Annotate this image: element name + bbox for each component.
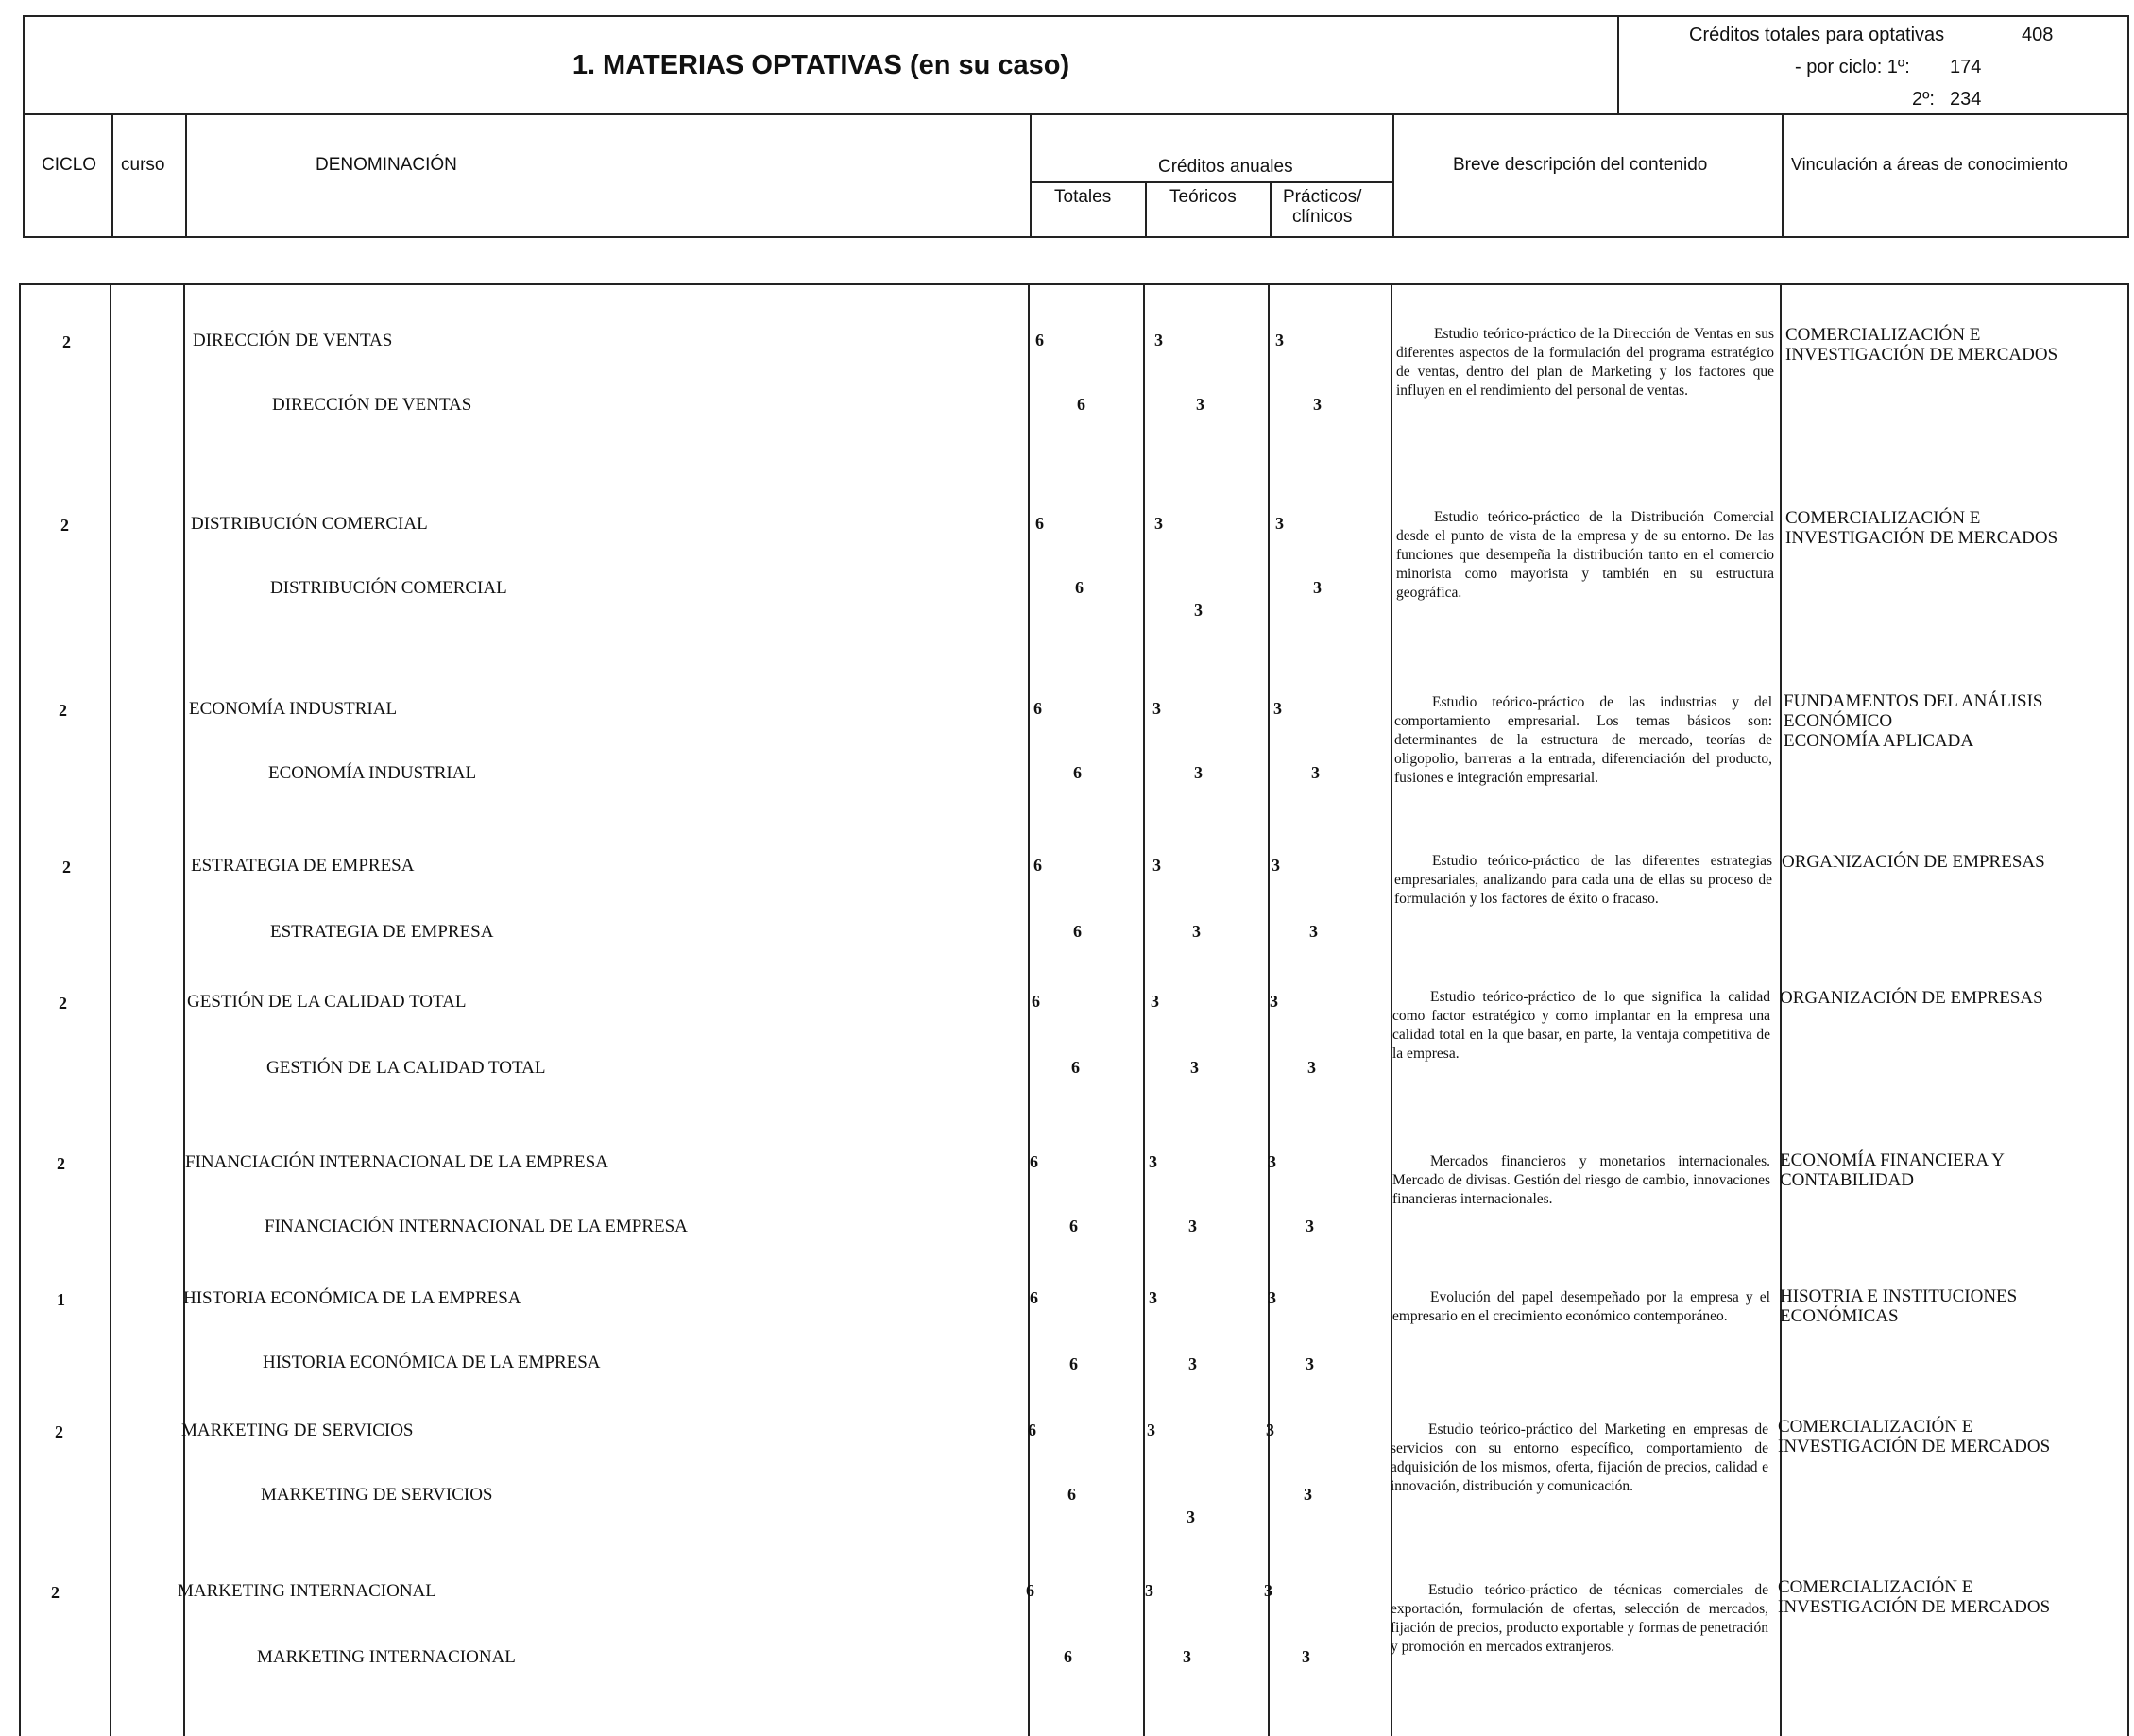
row-teoricos: 3	[1147, 1421, 1155, 1439]
row-sub-practicos: 3	[1313, 395, 1322, 414]
col-teoricos: Teóricos	[1169, 187, 1237, 207]
row-sub-name: MARKETING INTERNACIONAL	[257, 1647, 516, 1667]
ciclo1-value: 174	[1950, 57, 1982, 77]
row-description: Estudio teórico-práctico de la Dirección de Ventas en sus diferentes aspectos de la formulación del programa estratégico de ventas, dentro del plan de Marketing y los factores que influyen en el rendimiento del personal de ventas.	[1396, 326, 1774, 399]
row-teoricos: 3	[1152, 699, 1161, 718]
row-name: FINANCIACIÓN INTERNACIONAL DE LA EMPRESA	[185, 1152, 608, 1172]
row-name: MARKETING DE SERVICIOS	[181, 1421, 414, 1440]
row-name: ECONOMÍA INDUSTRIAL	[189, 699, 398, 719]
page-title: 1. MATERIAS OPTATIVAS (en su caso)	[572, 49, 1070, 80]
row-totales: 6	[1030, 1152, 1038, 1171]
row-name: MARKETING INTERNACIONAL	[178, 1581, 436, 1601]
row-sub-totales: 6	[1067, 1485, 1076, 1504]
row-sub-totales: 6	[1073, 922, 1082, 941]
row-sub-name: DIRECCIÓN DE VENTAS	[272, 395, 472, 415]
row-sub-teoricos: 3	[1190, 1058, 1199, 1077]
row-area: ECONOMÍA FINANCIERA Y CONTABILIDAD	[1780, 1150, 2005, 1190]
col-descripcion: Breve descripción del contenido	[1453, 155, 1708, 175]
row-ciclo: 2	[55, 1422, 63, 1441]
col-ciclo: CICLO	[42, 155, 97, 175]
row-sub-name: ECONOMÍA INDUSTRIAL	[268, 763, 477, 783]
row-description: Estudio teórico-práctico de lo que significa la calidad como factor estratégico y como implantar en la empresa una calidad total en la que basar, en parte, la ventaja competitiva de la empresa.	[1392, 989, 1770, 1062]
row-sub-teoricos: 3	[1188, 1217, 1197, 1235]
row-area: COMERCIALIZACIÓN E INVESTIGACIÓN DE MERCADOS	[1785, 325, 2058, 365]
row-ciclo: 2	[59, 994, 67, 1013]
row-practicos: 3	[1273, 699, 1282, 718]
row-sub-practicos: 3	[1309, 922, 1318, 941]
row-practicos: 3	[1264, 1581, 1272, 1600]
row-totales: 6	[1032, 992, 1040, 1011]
row-practicos: 3	[1272, 856, 1280, 875]
row-sub-teoricos: 3	[1183, 1647, 1191, 1666]
row-sub-totales: 6	[1075, 578, 1084, 597]
row-ciclo: 2	[51, 1583, 60, 1602]
row-sub-teoricos: 3	[1187, 1507, 1195, 1526]
row-teoricos: 3	[1149, 1152, 1157, 1171]
row-ciclo: 2	[60, 516, 69, 535]
row-sub-name: MARKETING DE SERVICIOS	[261, 1485, 493, 1505]
row-teoricos: 3	[1145, 1581, 1153, 1600]
credits-summary	[1617, 17, 2129, 113]
row-sub-totales: 6	[1069, 1354, 1078, 1373]
credits-label: Créditos totales para optativas	[1689, 25, 1945, 45]
row-area: ORGANIZACIÓN DE EMPRESAS	[1782, 852, 2045, 872]
row-sub-teoricos: 3	[1188, 1354, 1197, 1373]
row-area: COMERCIALIZACIÓN E INVESTIGACIÓN DE MERCADOS	[1785, 508, 2058, 548]
row-sub-practicos: 3	[1307, 1058, 1316, 1077]
row-sub-name: ESTRATEGIA DE EMPRESA	[270, 922, 494, 942]
col-practicos: Prácticos/ clínicos	[1283, 187, 1362, 227]
row-name: GESTIÓN DE LA CALIDAD TOTAL	[187, 992, 467, 1012]
col-curso: curso	[121, 155, 165, 175]
row-sub-name: DISTRIBUCIÓN COMERCIAL	[270, 578, 507, 598]
row-teoricos: 3	[1154, 514, 1163, 533]
row-sub-totales: 6	[1073, 763, 1082, 782]
col-vinculacion: Vinculación a áreas de conocimiento	[1791, 155, 2068, 174]
course-table	[19, 283, 2129, 1734]
row-totales: 6	[1033, 699, 1042, 718]
row-description: Estudio teórico-práctico de las industrias y del comportamiento empresarial. Los temas básicos son: determinantes de la estructura de mercado, teorías de oligopolio, barreras a la entrada, diferenciación del producto, fusiones e integración empresarial.	[1394, 694, 1772, 786]
row-area: ORGANIZACIÓN DE EMPRESAS	[1780, 988, 2043, 1008]
row-area: FUNDAMENTOS DEL ANÁLISIS ECONÓMICO ECONOMÍA APLICADA	[1784, 691, 2043, 751]
row-sub-totales: 6	[1077, 395, 1085, 414]
row-description: Estudio teórico-práctico de las diferentes estrategias empresariales, analizando para cada una de ellas su proceso de formulación y los factores de éxito o fracaso.	[1394, 853, 1772, 907]
row-practicos: 3	[1270, 992, 1278, 1011]
row-area: COMERCIALIZACIÓN E INVESTIGACIÓN DE MERCADOS	[1778, 1417, 2051, 1456]
row-ciclo: 2	[62, 332, 71, 351]
row-practicos: 3	[1268, 1288, 1276, 1307]
row-description: Mercados financieros y monetarios internacionales. Mercado de divisas. Gestión del riesgo de cambio, innovaciones financieras internacionales.	[1392, 1153, 1770, 1207]
row-teoricos: 3	[1154, 331, 1163, 349]
row-totales: 6	[1028, 1421, 1036, 1439]
row-sub-name: FINANCIACIÓN INTERNACIONAL DE LA EMPRESA	[265, 1217, 688, 1236]
row-sub-practicos: 3	[1302, 1647, 1310, 1666]
row-sub-totales: 6	[1071, 1058, 1080, 1077]
row-ciclo: 2	[59, 701, 67, 720]
row-sub-practicos: 3	[1306, 1354, 1314, 1373]
row-teoricos: 3	[1152, 856, 1161, 875]
ciclo2-value: 234	[1950, 89, 1982, 110]
row-totales: 6	[1026, 1581, 1034, 1600]
row-description: Estudio teórico-práctico de la Distribución Comercial desde el punto de vista de la empresa y de su entorno. De las funciones que desempeña la distribución tanto en el comercio minorista como mayorista y también en su estructura geográfica.	[1396, 509, 1774, 601]
header-box	[23, 15, 2129, 115]
row-description: Evolución del papel desempeñado por la empresa y el empresario en el crecimiento económico contemporáneo.	[1392, 1289, 1770, 1324]
row-sub-teoricos: 3	[1194, 763, 1203, 782]
row-teoricos: 3	[1151, 992, 1159, 1011]
row-area: COMERCIALIZACIÓN E INVESTIGACIÓN DE MERCADOS	[1778, 1577, 2051, 1617]
row-ciclo: 2	[57, 1154, 65, 1173]
row-sub-practicos: 3	[1304, 1485, 1312, 1504]
ciclo1-label: - por ciclo: 1º:	[1795, 57, 1910, 77]
row-sub-teoricos: 3	[1194, 601, 1203, 620]
row-area: HISOTRIA E INSTITUCIONES ECONÓMICAS	[1780, 1286, 2018, 1326]
row-totales: 6	[1035, 514, 1044, 533]
row-totales: 6	[1033, 856, 1042, 875]
row-practicos: 3	[1275, 514, 1284, 533]
credits-total: 408	[2022, 25, 2054, 45]
col-denominacion: DENOMINACIÓN	[316, 155, 457, 175]
column-header-row	[23, 113, 2129, 238]
col-totales: Totales	[1054, 187, 1112, 207]
row-sub-name: HISTORIA ECONÓMICA DE LA EMPRESA	[263, 1353, 601, 1372]
col-creditos-anuales: Créditos anuales	[1158, 157, 1293, 177]
row-sub-name: GESTIÓN DE LA CALIDAD TOTAL	[266, 1058, 546, 1078]
row-sub-totales: 6	[1064, 1647, 1072, 1666]
row-teoricos: 3	[1149, 1288, 1157, 1307]
row-description: Estudio teórico-práctico de técnicas comerciales de exportación, formulación de ofertas, selección de mercados, fijación de precios, producto exportable y formas de penetración y promoción en mercados extranjeros.	[1391, 1582, 1768, 1655]
row-sub-practicos: 3	[1306, 1217, 1314, 1235]
row-name: DISTRIBUCIÓN COMERCIAL	[191, 514, 428, 534]
row-sub-practicos: 3	[1311, 763, 1320, 782]
row-ciclo: 2	[62, 858, 71, 877]
row-sub-teoricos: 3	[1196, 395, 1204, 414]
row-practicos: 3	[1268, 1152, 1276, 1171]
ciclo2-label: 2º:	[1912, 89, 1935, 110]
row-ciclo: 1	[57, 1290, 65, 1309]
row-name: ESTRATEGIA DE EMPRESA	[191, 856, 415, 876]
row-totales: 6	[1035, 331, 1044, 349]
row-practicos: 3	[1275, 331, 1284, 349]
row-totales: 6	[1030, 1288, 1038, 1307]
row-description: Estudio teórico-práctico del Marketing en empresas de servicios con su entorno específico, comportamiento de adquisición de los mismos, oferta, fijación de precios, calidad e innovación, distribución y comunicación.	[1391, 1421, 1768, 1494]
row-sub-teoricos: 3	[1192, 922, 1201, 941]
row-sub-practicos: 3	[1313, 578, 1322, 597]
row-name: HISTORIA ECONÓMICA DE LA EMPRESA	[183, 1288, 521, 1308]
row-name: DIRECCIÓN DE VENTAS	[193, 331, 393, 350]
row-practicos: 3	[1266, 1421, 1274, 1439]
row-sub-totales: 6	[1069, 1217, 1078, 1235]
